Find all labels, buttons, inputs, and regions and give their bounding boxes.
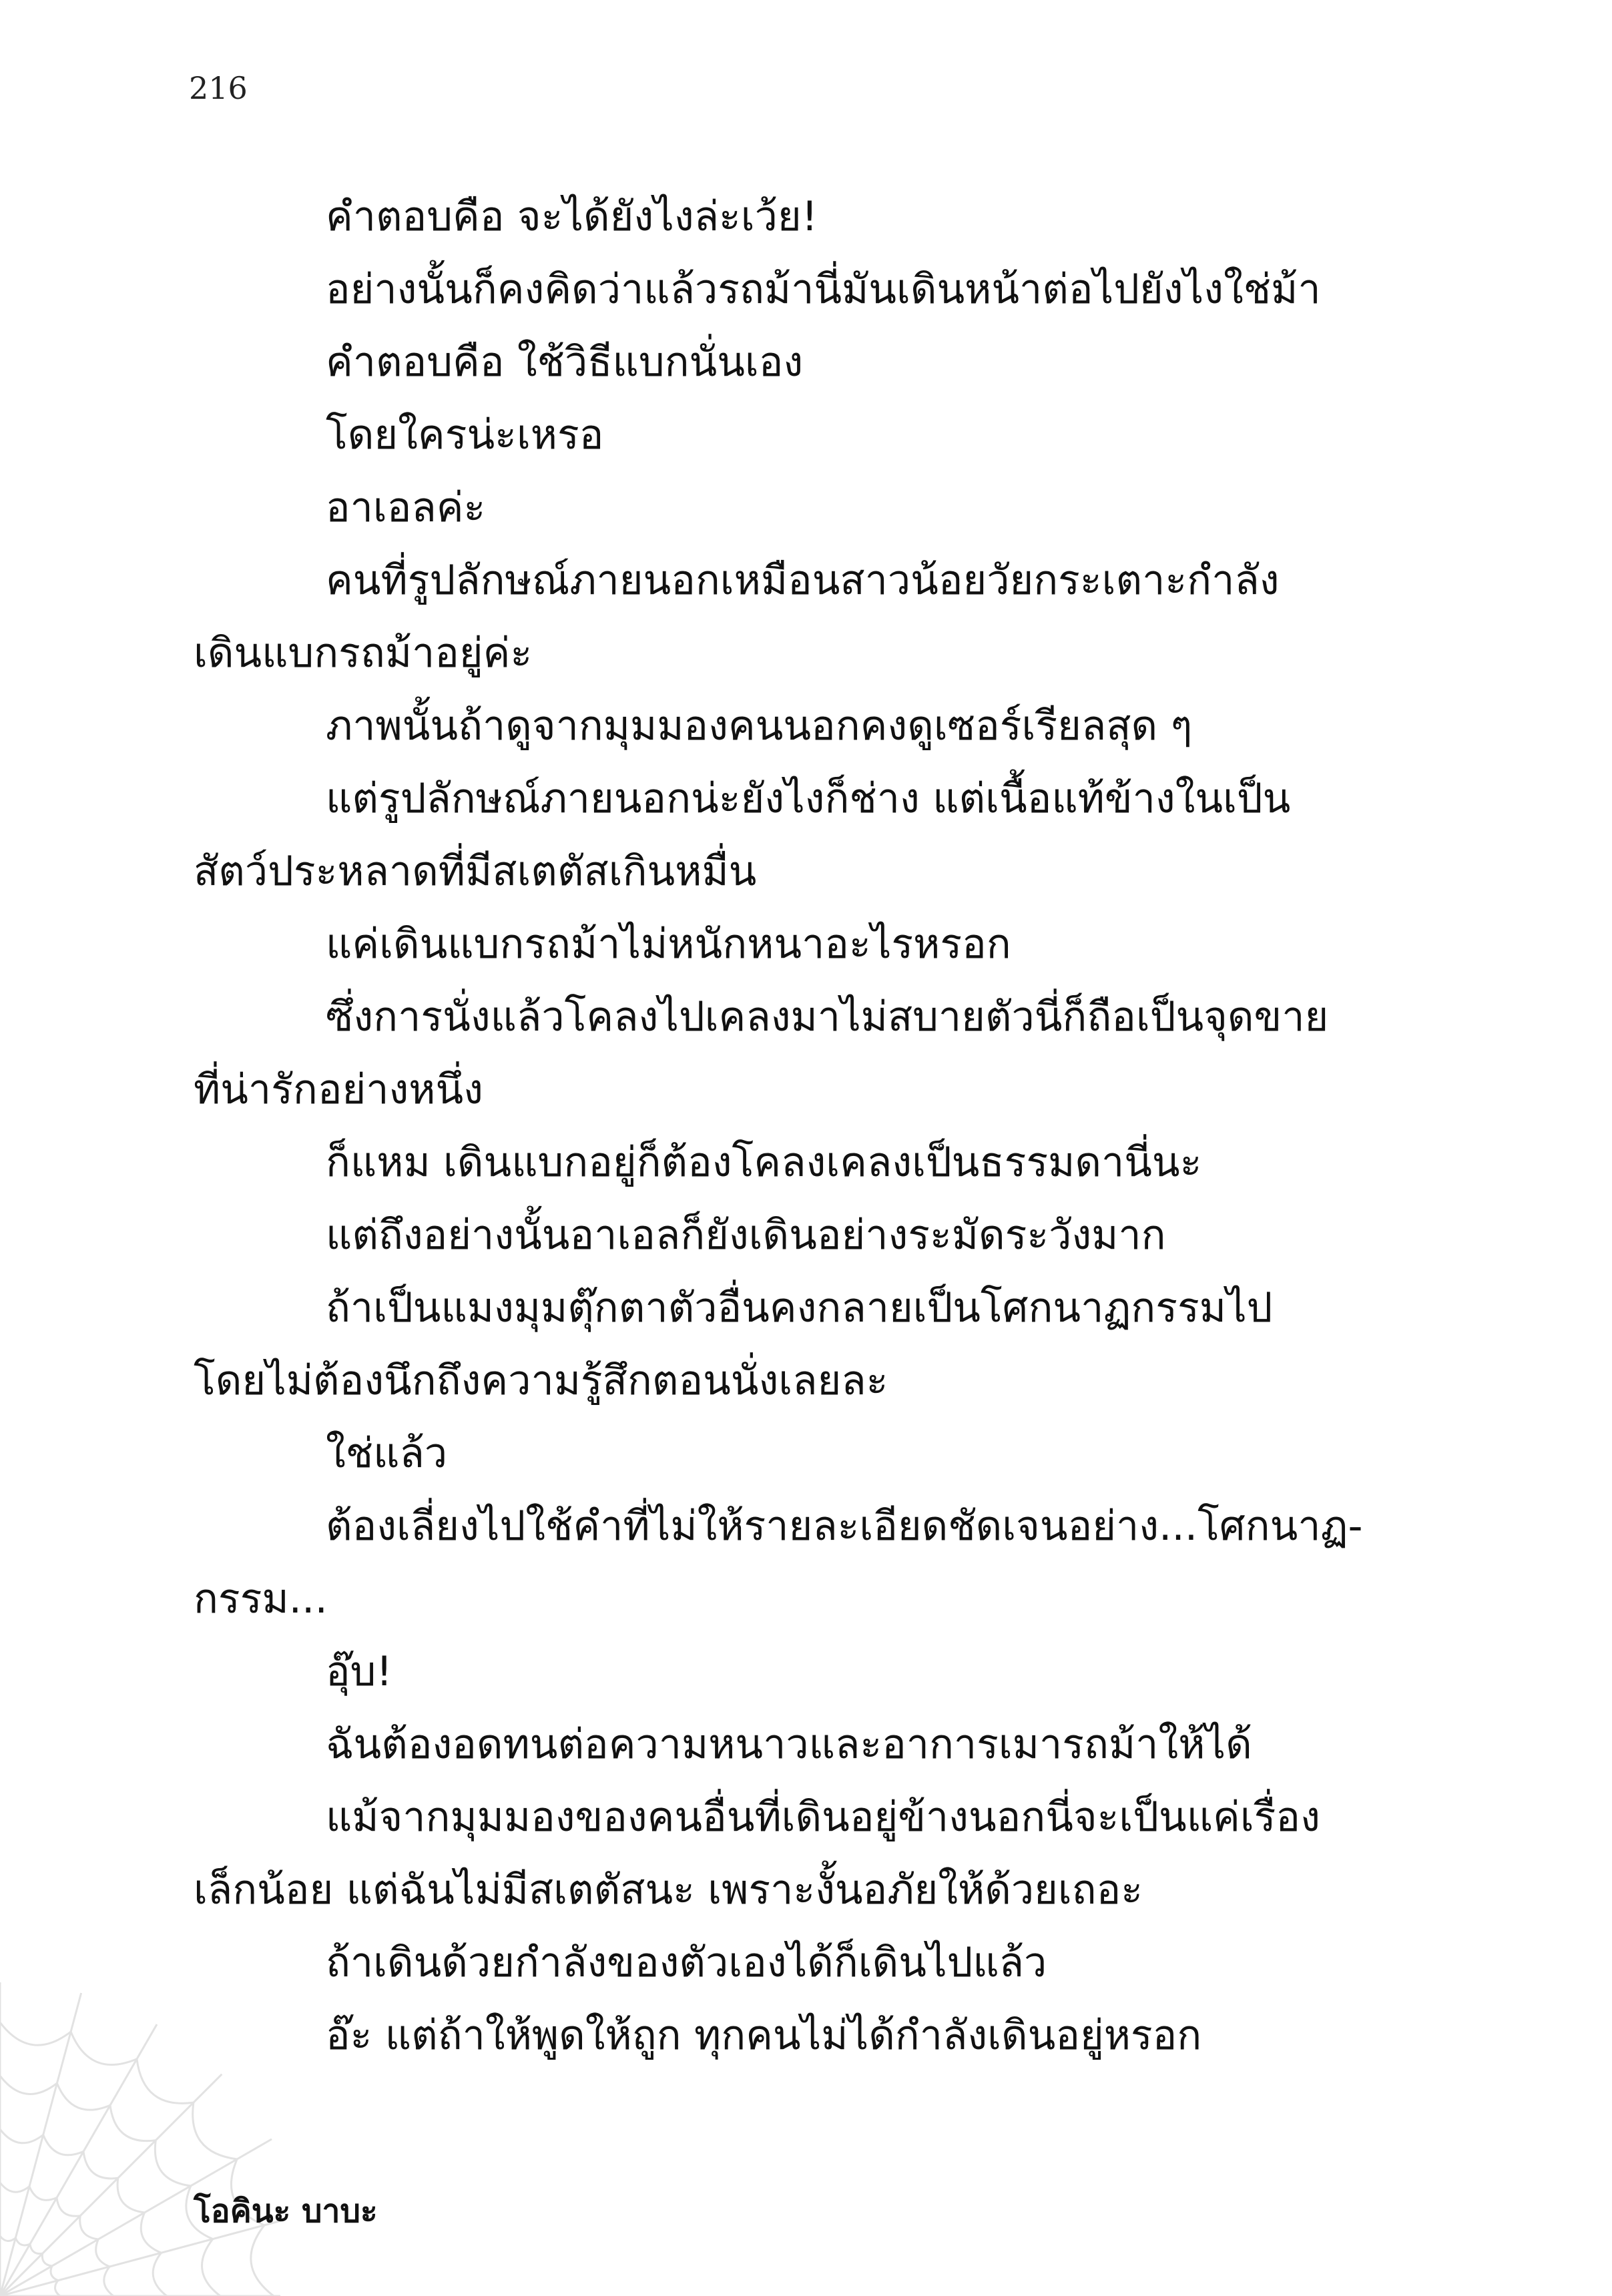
paragraph-line: แต่รูปลักษณ์ภายนอกน่ะยังไงก็ช่าง แต่เนื้อแท้ข้างในเป็น (326, 775, 1291, 822)
paragraph-line: ใช่แล้ว (326, 1430, 448, 1477)
paragraph-line: คำตอบคือ จะได้ยังไงล่ะเว้ย! (326, 193, 818, 240)
paragraph-line: ซึ่งการนั่งแล้วโคลงไปเคลงมาไม่สบายตัวนี่ก็ถือเป็นจุดขาย (326, 993, 1329, 1041)
paragraph-line: ต้องเลี่ยงไปใช้คำที่ไม่ให้รายละเอียดชัดเจนอย่าง...โศกนาฏ- (326, 1502, 1363, 1550)
paragraph-line: สัตว์ประหลาดที่มีสเตตัสเกินหมื่น (194, 848, 757, 895)
paragraph-line: อ๊ะ แต่ถ้าให้พูดให้ถูก ทุกคนไม่ได้กำลังเดินอยู่หรอก (326, 2012, 1202, 2059)
paragraph-line: คนที่รูปลักษณ์ภายนอกเหมือนสาวน้อยวัยกระเตาะกำลัง (326, 557, 1280, 604)
paragraph-line: อย่างนั้นก็คงคิดว่าแล้วรถม้านี่มันเดินหน้าต่อไปยังไงใช่ม้า (326, 266, 1321, 313)
paragraph-line: แม้จากมุมมองของคนอื่นที่เดินอยู่ข้างนอกนี่จะเป็นแค่เรื่อง (326, 1793, 1320, 1841)
paragraph-line: ถ้าเป็นแมงมุมตุ๊กตาตัวอื่นคงกลายเป็นโศกนาฏกรรมไป (326, 1284, 1273, 1332)
paragraph-line: กรรม... (194, 1575, 328, 1623)
paragraph-line: คำตอบคือ ใช้วิธีแบกนั่นเอง (326, 338, 804, 386)
paragraph-line: โดยไม่ต้องนึกถึงความรู้สึกตอนนั่งเลยละ (194, 1357, 888, 1404)
spider-web-icon (0, 1976, 280, 2296)
paragraph-line: ฉันต้องอดทนต่อความหนาวและอาการเมารถม้าให้ได้ (326, 1721, 1252, 1768)
paragraph-line: แต่ถึงอย่างนั้นอาเอลก็ยังเดินอย่างระมัดระวังมาก (326, 1211, 1166, 1259)
footer-title: โอคินะ บาบะ (194, 2193, 378, 2230)
paragraph-line: แค่เดินแบกรถม้าไม่หนักหนาอะไรหรอก (326, 920, 1011, 968)
paragraph-line: ที่น่ารักอย่างหนึ่ง (194, 1066, 483, 1113)
paragraph-line: ภาพนั้นถ้าดูจากมุมมองคนนอกคงดูเซอร์เรียลสุด ๆ (326, 702, 1193, 750)
paragraph-line: โดยใครน่ะเหรอ (326, 411, 604, 459)
paragraph-line: อุ๊บ! (326, 1648, 392, 1695)
paragraph-line: ถ้าเดินด้วยกำลังของตัวเองได้ก็เดินไปแล้ว (326, 1939, 1047, 1986)
paragraph-line: อาเอลค่ะ (326, 484, 486, 531)
paragraph-line: เดินแบกรถม้าอยู่ค่ะ (194, 629, 533, 677)
body-text (194, 180, 1375, 2072)
page-number: 216 (189, 70, 248, 106)
paragraph-line: เล็กน้อย แต่ฉันไม่มีสเตตัสนะ เพราะงั้นอภัยให้ด้วยเถอะ (194, 1866, 1143, 1914)
paragraph-line: ก็แหม เดินแบกอยู่ก็ต้องโคลงเคลงเป็นธรรมดานี่นะ (326, 1139, 1202, 1186)
